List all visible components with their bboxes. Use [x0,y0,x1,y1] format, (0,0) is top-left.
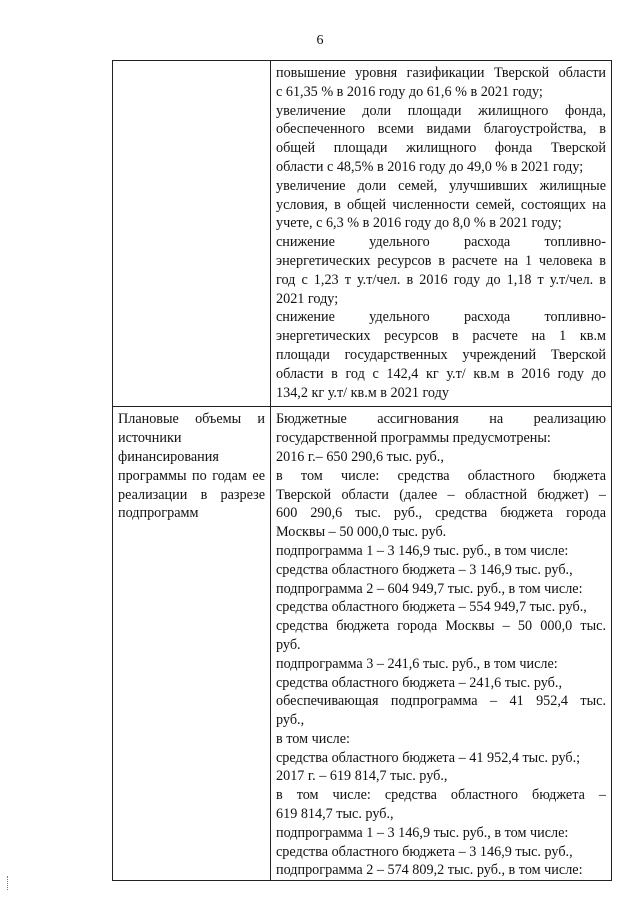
text-line: средства областного бюджета – 554 949,7 тыс. руб., [276,599,587,616]
text-line: руб. [276,636,301,653]
text-line: области с 48,5% в 2016 году до 49,0 % в 2021 году; [276,158,584,175]
text-line: общей площади жилищного фонда Тверской [276,140,606,157]
text-line: средства областного бюджета – 3 146,9 тыс. руб., [276,561,573,578]
scan-margin-mark [7,876,10,890]
text-line: 619 814,7 тыс. руб., [276,806,394,823]
row2-right-cell [271,407,612,881]
text-line: подпрограмма 2 – 604 949,7 тыс. руб., в том числе: [276,580,583,597]
text-line: реализации в разрезе [118,486,265,503]
text-line: Плановые объемы и [118,411,265,428]
text-line: в том числе: средства областного бюджета – [276,787,606,804]
text-line: в том числе: [276,730,350,747]
text-line: подпрограмма 1 – 3 146,9 тыс. руб., в том числе: [276,542,569,559]
text-line: 134,2 кг у.т/ кв.м в 2021 году [276,384,449,401]
text-line: источники [118,430,182,447]
text-line: 600 290,6 тыс. руб., средства бюджета города [276,505,606,522]
text-line: подпрограмм [118,505,199,522]
text-line: снижение удельного расхода топливно- [276,234,606,251]
text-line: 2021 году; [276,290,339,307]
text-line: обеспечивающая подпрограмма – 41 952,4 тыс. [276,693,606,710]
text-line: программы по годам ее [118,467,265,484]
text-line: финансирования [118,448,219,465]
text-line: увеличение доли площади жилищного фонда, [276,102,606,119]
text-line: год с 1,23 т у.т/чел. в 2016 году до 1,18 т у.т/чел. в [276,271,606,288]
row1-right-cell [271,61,612,407]
text-line: энергетических ресурсов в расчете на 1 кв.м [276,328,606,345]
text-line: Москвы – 50 000,0 тыс. руб. [276,524,447,541]
text-line: Бюджетные ассигнования на реализацию [276,411,606,428]
program-passport-table [112,60,612,881]
text-line: области в год с 142,4 кг у.т/ кв.м в 2016 году до [276,365,606,382]
text-line: средства областного бюджета – 3 146,9 тыс. руб., [276,843,573,860]
text-line: подпрограмма 2 – 574 809,2 тыс. руб., в том числе: [276,862,583,879]
text-line: с 61,35 % в 2016 году до 61,6 % в 2021 году; [276,83,543,100]
table-row [113,407,612,881]
text-line: Тверской области (далее – областной бюджет) – [276,486,606,503]
row2-left-cell [113,407,271,881]
text-line: 2016 г.– 650 290,6 тыс. руб., [276,448,444,465]
text-line: государственной программы предусмотрены: [276,430,551,447]
text-line: в том числе: средства областного бюджета [276,467,606,484]
text-line: руб., [276,712,305,729]
row1-left-cell [113,61,271,407]
text-line: увеличение доли семей, улучшивших жилищные [276,177,606,194]
text-line: средства бюджета города Москвы – 50 000,0 тыс. [276,618,606,635]
text-line: повышение уровня газификации Тверской области [276,65,606,81]
text-line: средства областного бюджета – 41 952,4 тыс. руб.; [276,749,581,766]
text-line: подпрограмма 3 – 241,6 тыс. руб., в том числе: [276,655,558,672]
text-line: обеспеченного всеми видами благоустройства, в [276,121,606,138]
text-line: энергетических ресурсов в расчете на 1 человека в [276,252,606,269]
page-number: 6 [316,33,324,48]
text-line: подпрограмма 1 – 3 146,9 тыс. руб., в том числе: [276,824,569,841]
text-line: условия, в общей численности семей, состоящих на [276,196,606,213]
text-line: учете, с 6,3 % в 2016 году до 8,0 % в 2021 году; [276,215,562,232]
text-line: снижение удельного расхода топливно- [276,309,606,326]
table-row [113,61,612,407]
text-line: средства областного бюджета – 241,6 тыс. руб., [276,674,562,691]
text-line: 2017 г. – 619 814,7 тыс. руб., [276,768,448,785]
text-line: площади государственных учреждений Тверской [276,346,606,363]
